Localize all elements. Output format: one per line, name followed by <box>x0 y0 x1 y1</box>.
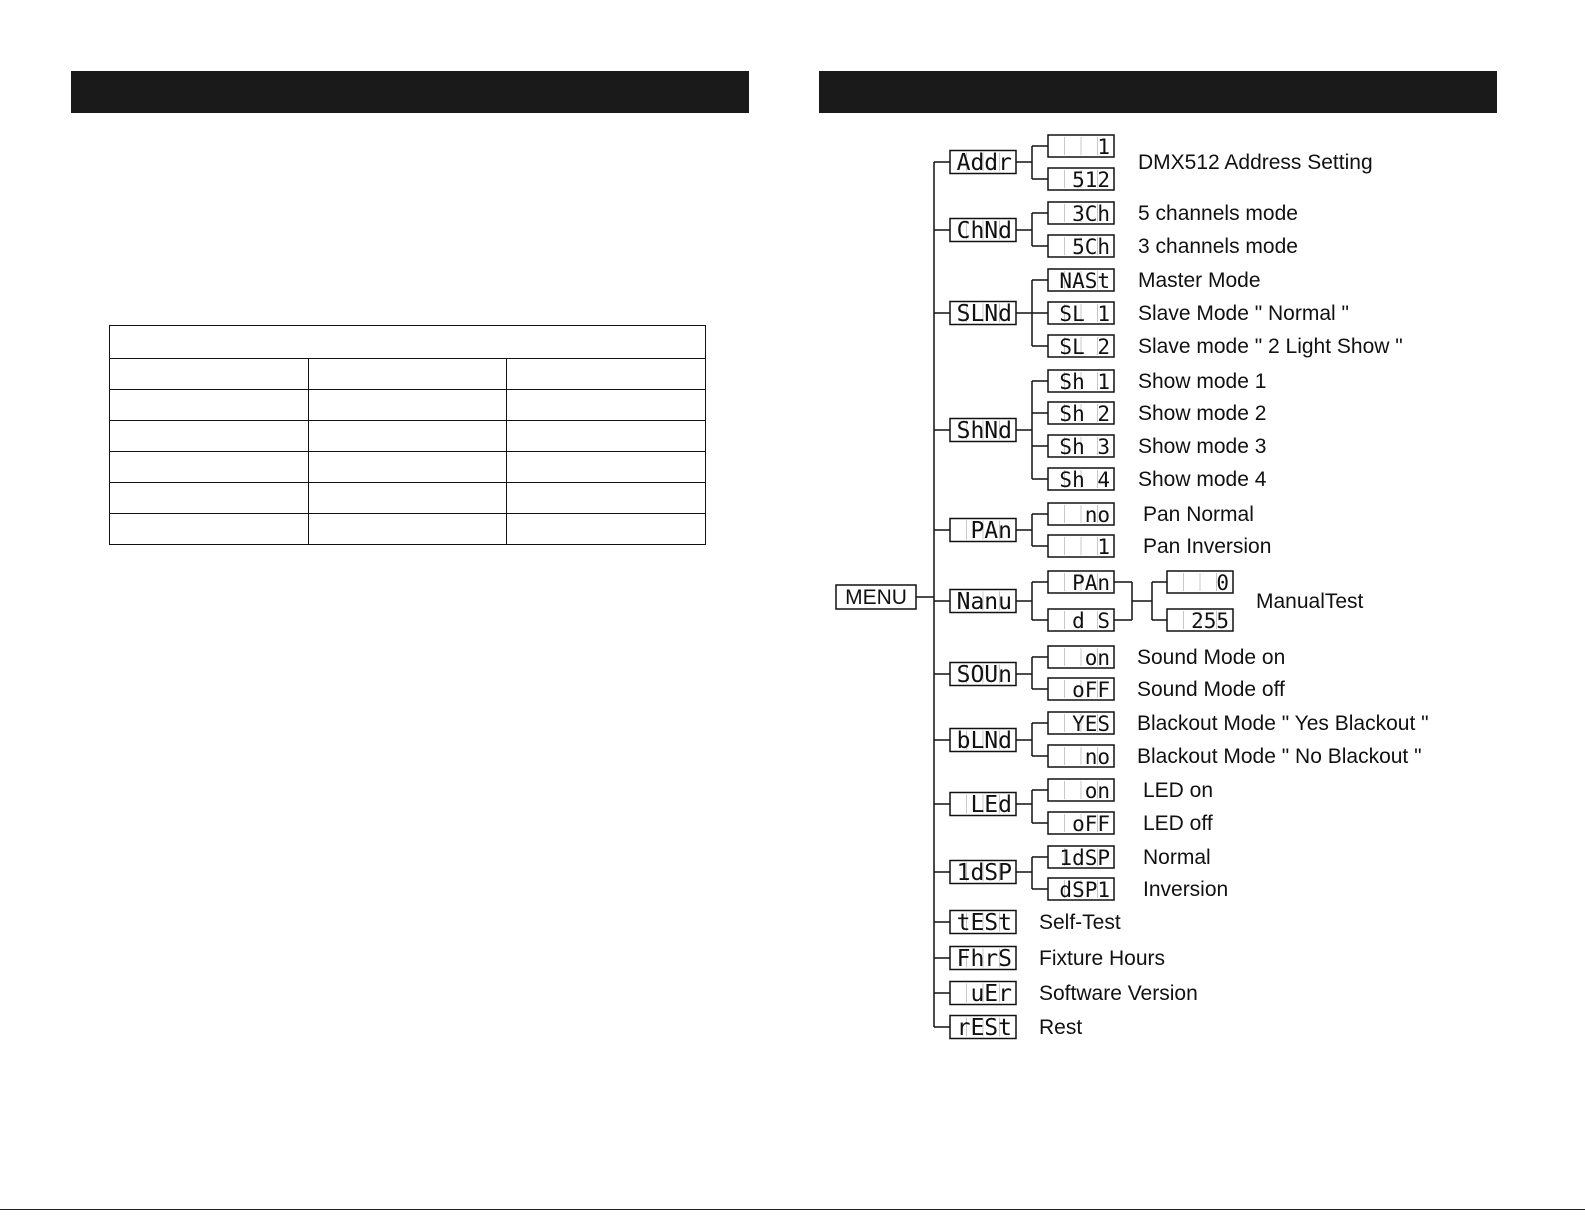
menu-item-9-sub-1-display: dSP1 <box>1059 878 1110 902</box>
menu-item-2-sub-1-display: SL 1 <box>1059 302 1110 326</box>
menu-item-2-sub-2-display: SL 2 <box>1059 335 1110 359</box>
menu-item-5-label: ManualTest <box>1256 590 1364 613</box>
menu-item-1-sub-0-display: 3Ch <box>1072 202 1110 226</box>
menu-item-11-display: FhrS <box>956 946 1012 972</box>
menu-item-7-display: bLNd <box>956 728 1012 754</box>
menu-item-2-display: SLNd <box>956 301 1012 327</box>
menu-item-1-sub-1-label: 3 channels mode <box>1138 235 1298 258</box>
menu-item-6-sub-0-display: on <box>1084 646 1110 670</box>
menu-item-12-display: uEr <box>970 981 1012 1007</box>
menu-item-4-sub-0-display: no <box>1084 503 1110 527</box>
menu-item-0-sub-0-display: 1 <box>1097 135 1110 159</box>
menu-item-9-display: 1dSP <box>956 860 1012 886</box>
menu-item-1-sub-1-display: 5Ch <box>1072 235 1110 259</box>
menu-item-3-sub-1-display: Sh 2 <box>1059 402 1110 426</box>
menu-item-5-value-0-display: 0 <box>1216 571 1229 595</box>
menu-item-4-sub-1-label: Pan Inversion <box>1143 535 1272 558</box>
menu-item-7-sub-0-display: YES <box>1072 712 1110 736</box>
menu-item-2-sub-2-label: Slave mode " 2 Light Show " <box>1138 335 1403 358</box>
menu-item-9-sub-0-display: 1dSP <box>1059 846 1110 870</box>
menu-item-9-sub-0-label: Normal <box>1143 846 1211 869</box>
menu-item-7-sub-1-display: no <box>1084 745 1110 769</box>
menu-item-5-sub-0-display: PAn <box>1072 571 1110 595</box>
menu-item-0-display: Addr <box>956 150 1012 176</box>
menu-item-13-display: rESt <box>956 1015 1012 1041</box>
menu-item-4-sub-0-label: Pan Normal <box>1143 503 1254 526</box>
menu-item-1-sub-0-label: 5 channels mode <box>1138 202 1298 225</box>
menu-item-4-display: PAn <box>970 518 1012 544</box>
menu-item-2-sub-0-label: Master Mode <box>1138 269 1261 292</box>
menu-item-8-sub-0-label: LED on <box>1143 779 1214 802</box>
menu-item-13-label: Rest <box>1039 1016 1083 1039</box>
menu-item-2-sub-0-display: NASt <box>1059 269 1110 293</box>
menu-item-5-display: Nanu <box>956 589 1012 615</box>
menu-item-7-sub-0-label: Blackout Mode " Yes Blackout " <box>1137 712 1429 735</box>
menu-item-7-sub-1-label: Blackout Mode " No Blackout " <box>1137 745 1422 768</box>
menu-item-5-value-1-display: 255 <box>1191 609 1229 633</box>
menu-item-3-sub-2-label: Show mode 3 <box>1138 435 1267 458</box>
menu-item-8-sub-1-display: oFF <box>1072 812 1110 836</box>
menu-item-6-sub-1-label: Sound Mode off <box>1137 678 1285 701</box>
menu-item-5-sub-1-display: d S <box>1072 609 1110 633</box>
menu-item-12-label: Software Version <box>1039 982 1198 1005</box>
menu-item-3-display: ShNd <box>956 418 1012 444</box>
menu-item-8-display: LEd <box>970 792 1012 818</box>
menu-item-3-sub-2-display: Sh 3 <box>1059 435 1110 459</box>
menu-item-0-label: DMX512 Address Setting <box>1138 151 1373 174</box>
menu-item-10-label: Self-Test <box>1039 911 1121 934</box>
menu-root-label: MENU <box>845 586 907 609</box>
menu-item-6-sub-0-label: Sound Mode on <box>1137 646 1286 669</box>
menu-item-10-display: tESt <box>956 910 1012 936</box>
menu-item-0-sub-1-display: 512 <box>1072 168 1110 192</box>
page-bottom-rule <box>0 1209 1585 1210</box>
menu-item-3-sub-3-display: Sh 4 <box>1059 468 1110 492</box>
menu-item-11-label: Fixture Hours <box>1039 947 1166 970</box>
menu-item-6-sub-1-display: oFF <box>1072 678 1110 702</box>
menu-item-4-sub-1-display: 1 <box>1097 535 1110 559</box>
menu-item-3-sub-1-label: Show mode 2 <box>1138 402 1267 425</box>
menu-item-6-display: SOUn <box>956 662 1012 688</box>
menu-item-2-sub-1-label: Slave Mode " Normal " <box>1138 302 1349 325</box>
menu-item-8-sub-1-label: LED off <box>1143 812 1213 835</box>
menu-item-8-sub-0-display: on <box>1084 779 1110 803</box>
menu-item-3-sub-0-label: Show mode 1 <box>1138 370 1267 393</box>
menu-item-1-display: ChNd <box>956 218 1012 244</box>
menu-item-3-sub-0-display: Sh 1 <box>1059 370 1110 394</box>
menu-item-9-sub-1-label: Inversion <box>1143 878 1229 901</box>
menu-item-3-sub-3-label: Show mode 4 <box>1138 468 1267 491</box>
